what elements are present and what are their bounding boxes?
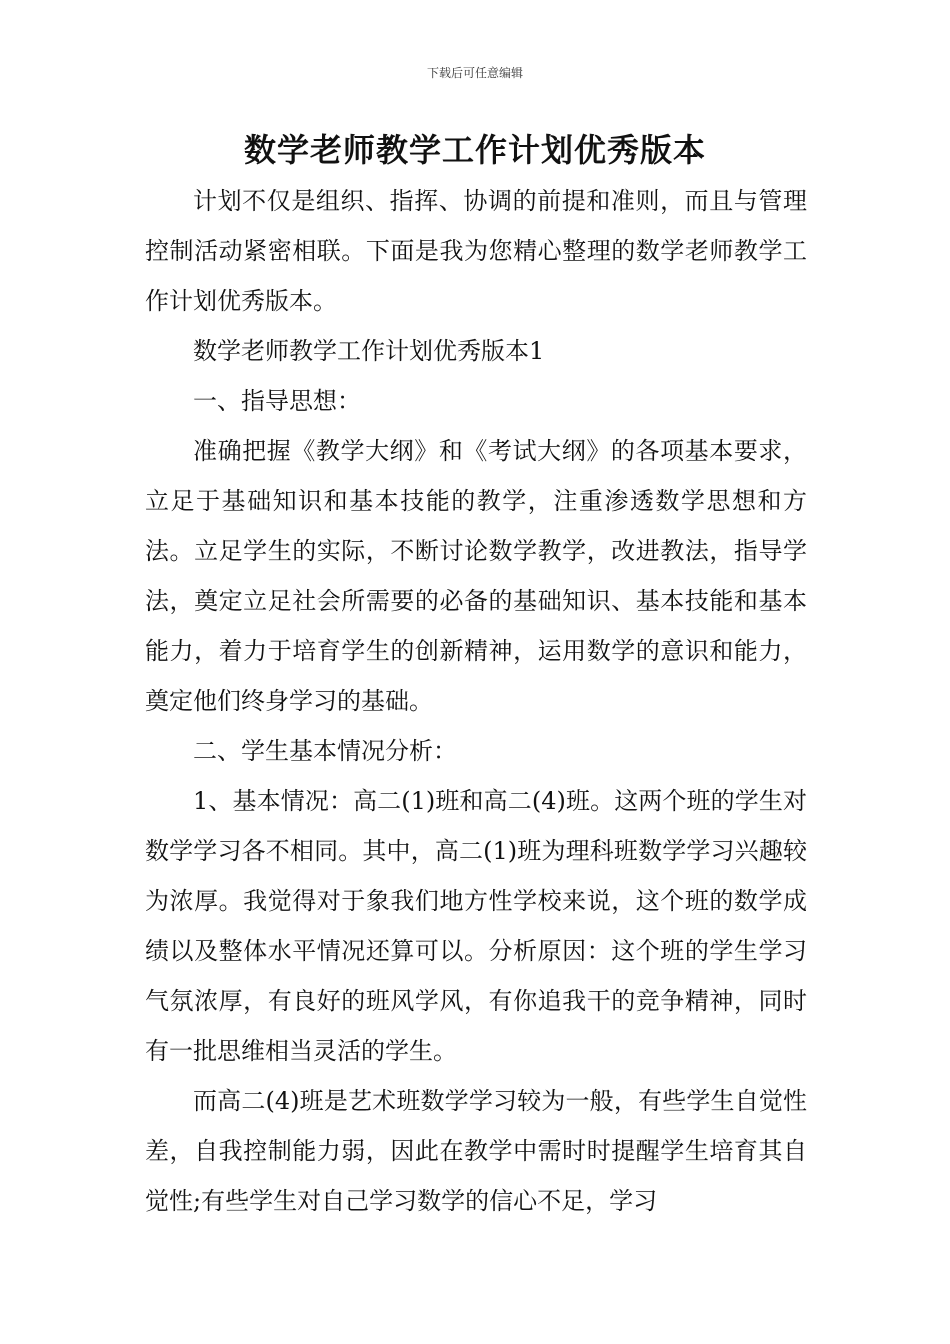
header-note: 下载后可任意编辑 xyxy=(426,66,523,80)
paragraph-section-heading: 数学老师教学工作计划优秀版本1 xyxy=(193,337,545,365)
paragraph-class-4: 而高二(4)班是艺术班数学学习较为一般，有些学生自觉性差，自我控制能力弱，因此在教学中需时时提醒学生培育其自觉性;有些学生对自己学习数学的信心不足，学习 xyxy=(145,1087,807,1215)
paragraph-guiding-thought: 准确把握《教学大纲》和《考试大纲》的各项基本要求，立足于基础知识和基本技能的教学，注重渗透数学思想和方法。立足学生的实际，不断讨论数学教学，改进教法，指导学法，奠定立足社会所需要的必备的基础知识、基本技能和基本能力，着力于培育学生的创新精神，运用数学的意识和能力，奠定他们终身学习的基础。 xyxy=(145,437,807,715)
paragraph-heading-guiding-thought: 一、指导思想： xyxy=(193,387,361,415)
paragraph-basic-situation: 1、基本情况：高二(1)班和高二(4)班。这两个班的学生对数学学习各不相同。其中，高二(1)班为理科班数学学习兴趣较为浓厚。我觉得对于象我们地方性学校来说，这个班的数学成绩以及整体水平情况还算可以。分析原因：这个班的学生学习气氛浓厚，有良好的班风学风，有你追我干的竞争精神，同时有一批思维相当灵活的学生。 xyxy=(145,787,807,1065)
paragraph-intro: 计划不仅是组织、指挥、协调的前提和准则，而且与管理控制活动紧密相联。下面是我为您精心整理的数学老师教学工作计划优秀版本。 xyxy=(145,187,807,315)
document-body xyxy=(145,176,807,1226)
paragraph-heading-student-analysis: 二、学生基本情况分析： xyxy=(193,737,457,765)
page-title: 数学老师教学工作计划优秀版本 xyxy=(243,131,706,169)
